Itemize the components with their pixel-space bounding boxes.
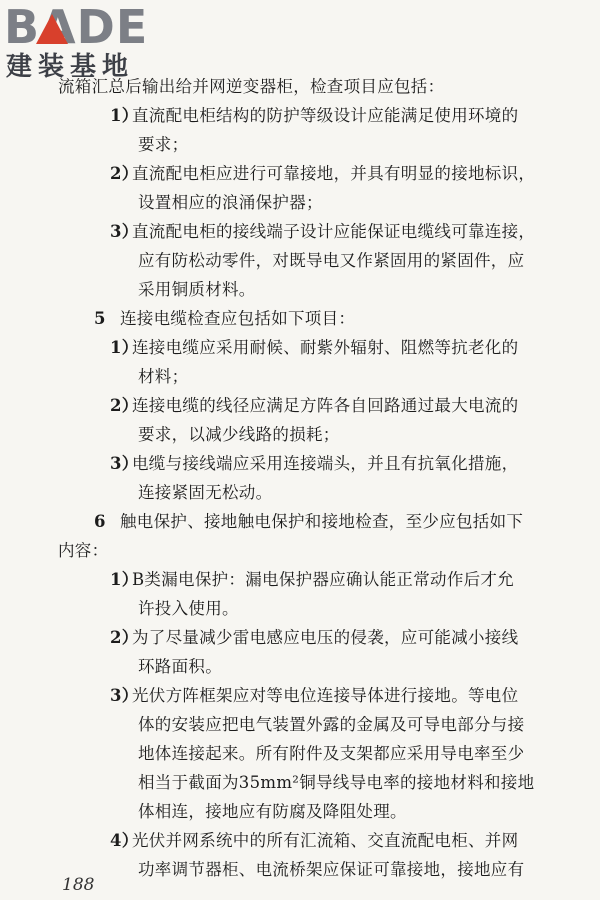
line-text: 要求； xyxy=(138,135,189,154)
line-text: 流箱汇总后输出给并网逆变器柜，检查项目应包括： xyxy=(58,77,445,96)
line-text: 连接电缆应采用耐候、耐紫外辐射、阻燃等抗老化的 xyxy=(132,338,519,357)
list-item xyxy=(110,337,518,359)
item-number: 3） xyxy=(110,454,139,473)
line-text: 直流配电柜的接线端子设计应能保证电缆线可靠连接， xyxy=(132,222,536,241)
logo-subtitle: 建装基地 xyxy=(6,52,135,82)
line-text: 连接电缆检查应包括如下项目： xyxy=(120,309,356,328)
list-item xyxy=(110,105,518,127)
text-line xyxy=(138,598,239,620)
text-line xyxy=(138,482,272,504)
list-item xyxy=(110,395,518,417)
text-line xyxy=(138,250,524,272)
line-text: 直流配电柜结构的防护等级设计应能满足使用环境的 xyxy=(132,106,519,125)
line-text: 直流配电柜应进行可靠接地，并具有明显的接地标识， xyxy=(132,164,536,183)
text-line xyxy=(138,772,534,794)
line-text: 采用铜质材料。 xyxy=(138,280,256,299)
item-number: 2） xyxy=(110,396,139,415)
line-text: 功率调节器柜、电流桥架应保证可靠接地，接地应有 xyxy=(138,860,525,879)
text-line xyxy=(138,424,340,446)
item-number: 1） xyxy=(110,106,139,125)
text-line xyxy=(138,656,222,678)
line-text: 环路面积。 xyxy=(138,657,222,676)
list-item xyxy=(110,685,518,707)
section-number: 6 xyxy=(94,512,106,531)
text-line xyxy=(58,540,108,562)
line-text: 内容： xyxy=(58,541,109,560)
list-item xyxy=(110,627,518,649)
line-text: 相当于截面为35mm²铜导线导电率的接地材料和接地 xyxy=(138,773,535,792)
text-line xyxy=(138,279,256,301)
line-text: 体相连，接地应有防腐及降阻处理。 xyxy=(138,802,407,821)
line-text: 光伏并网系统中的所有汇流箱、交直流配电柜、并网 xyxy=(132,831,519,850)
item-number: 3） xyxy=(110,686,139,705)
list-item xyxy=(110,163,535,185)
line-text: 许投入使用。 xyxy=(138,599,239,618)
item-number: 2） xyxy=(110,628,139,647)
text-line xyxy=(138,743,524,765)
page-number: 188 xyxy=(62,875,95,895)
line-text: 应有防松动零件，对既导电又作紧固用的紧固件，应 xyxy=(138,251,525,270)
text-line xyxy=(138,192,323,214)
text-line xyxy=(138,134,188,156)
section-number: 5 xyxy=(94,309,106,328)
list-item xyxy=(110,569,514,591)
line-text: 光伏方阵框架应对等电位连接导体进行接地。等电位 xyxy=(132,686,519,705)
line-text: 电缆与接线端应采用连接端头，并且有抗氧化措施， xyxy=(132,454,519,473)
line-text: 连接电缆的线径应满足方阵各自回路通过最大电流的 xyxy=(132,396,519,415)
text-line xyxy=(138,801,407,823)
text-line xyxy=(58,76,444,98)
item-number: 2） xyxy=(110,164,139,183)
line-text: 为了尽量减少雷电感应电压的侵袭，应可能减小接线 xyxy=(132,628,519,647)
text-line xyxy=(138,714,524,736)
line-text: 连接紧固无松动。 xyxy=(138,483,273,502)
item-number: 1） xyxy=(110,338,139,357)
line-text: 设置相应的浪涌保护器； xyxy=(138,193,323,212)
section-heading xyxy=(94,511,523,533)
list-item xyxy=(110,830,518,852)
item-number: 3） xyxy=(110,222,139,241)
line-text: B类漏电保护：漏电保护器应确认能正常动作后才允 xyxy=(132,570,515,589)
line-text: 体的安装应把电气装置外露的金属及可导电部分与接 xyxy=(138,715,525,734)
list-item xyxy=(110,453,518,475)
item-number: 4） xyxy=(110,831,139,850)
list-item xyxy=(110,221,535,243)
line-text: 材料； xyxy=(138,367,189,386)
section-heading xyxy=(94,308,355,330)
logo-wordmark: BADE xyxy=(4,0,149,54)
item-number: 1） xyxy=(110,570,139,589)
text-line xyxy=(138,859,524,881)
line-text: 地体连接起来。所有附件及支架都应采用导电率至少 xyxy=(138,744,525,763)
line-text: 触电保护、接地触电保护和接地检查，至少应包括如下 xyxy=(120,512,524,531)
line-text: 要求，以减少线路的损耗； xyxy=(138,425,340,444)
text-line xyxy=(138,366,188,388)
